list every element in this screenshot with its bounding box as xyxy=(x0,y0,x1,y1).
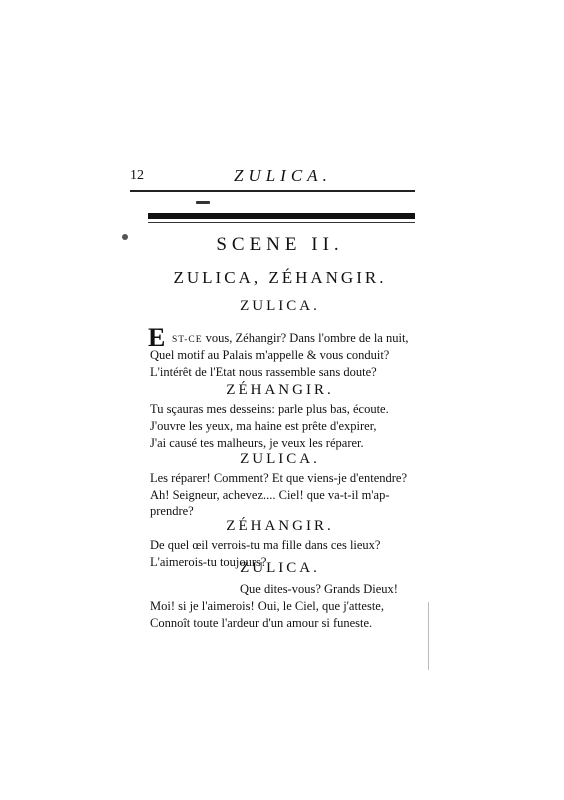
first-line-text: vous, Zéhangir? Dans l'ombre de la nuit, xyxy=(202,331,409,345)
verse-line-indented: Que dites-vous? Grands Dieux! xyxy=(240,582,398,596)
verse-line: Ah! Seigneur, achevez.... Ciel! que va-t-il m'ap- xyxy=(150,488,390,502)
running-head xyxy=(130,168,420,190)
verse-line: Les réparer! Comment? Et que viens-je d'entendre? xyxy=(150,471,408,485)
header-rule xyxy=(130,190,415,192)
scene-divider-rule xyxy=(148,213,415,219)
scene-cast: ZULICA, ZÉHANGIR. xyxy=(173,268,387,287)
scene-title: SCENE II. xyxy=(216,234,344,255)
ornament-mark xyxy=(196,201,210,204)
verse-line: De quel œil verrois-tu ma fille dans ces lieux? xyxy=(150,538,381,552)
speaker-name: ZULICA. xyxy=(240,298,320,314)
page-edge-shadow xyxy=(428,602,429,670)
speaker-name: ZULICA. xyxy=(240,451,320,467)
verse-line: L'intérêt de l'Etat nous rassemble sans doute? xyxy=(150,365,377,379)
verse-line: Quel motif au Palais m'appelle & vous conduit? xyxy=(150,348,390,362)
verse-line: Connoît toute l'ardeur d'un amour si funeste. xyxy=(150,616,373,630)
verse-line: L'aimerois-tu toujours? xyxy=(150,555,267,569)
verse-line: J'ai causé tes malheurs, je veux les réparer. xyxy=(150,436,364,450)
running-title: ZULICA. xyxy=(234,166,332,185)
speaker-name: ZÉHANGIR. xyxy=(226,382,334,398)
verse-line: J'ouvre les yeux, ma haine est prête d'expirer, xyxy=(150,419,377,433)
page-number: 12 xyxy=(130,168,144,183)
speaker-name: ZÉHANGIR. xyxy=(226,518,334,534)
drop-cap: E xyxy=(148,323,166,352)
first-word-small-caps: ST-CE xyxy=(172,335,203,345)
verse-line: prendre? xyxy=(150,504,194,518)
scene-divider-hairline xyxy=(148,222,415,223)
verse-line: Tu sçauras mes desseins: parle plus bas, écoute. xyxy=(150,402,389,416)
speaker-name: ZULICA. xyxy=(240,560,320,576)
verse-line: Moi! si je l'aimerois! Oui, le Ciel, que j'atteste, xyxy=(150,599,384,613)
verse-line-first xyxy=(172,330,409,348)
margin-speck xyxy=(122,234,128,240)
